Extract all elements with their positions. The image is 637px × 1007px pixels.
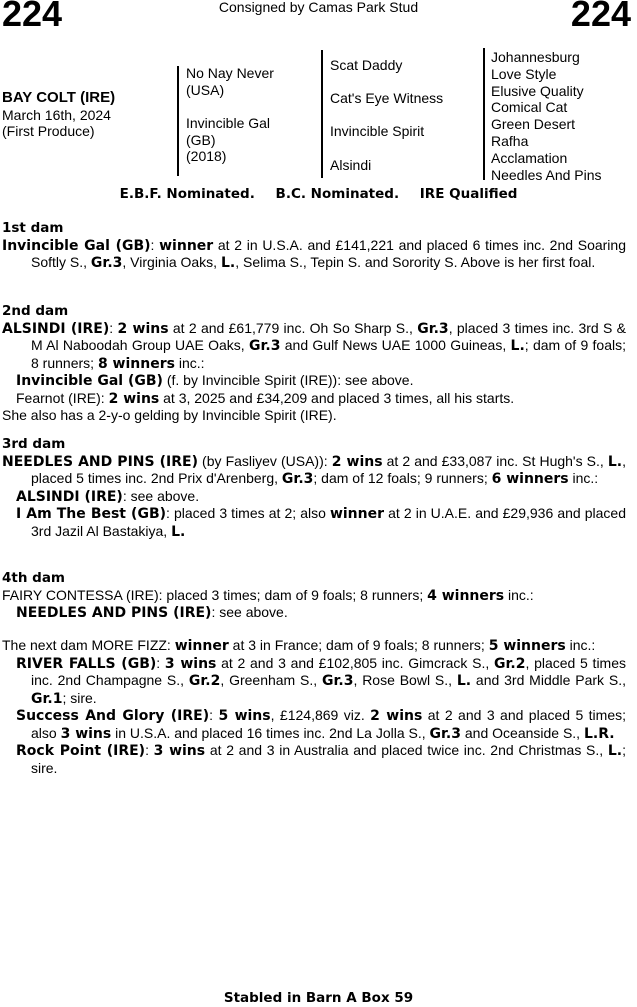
nomination-bc: B.C. Nominated. xyxy=(275,186,400,202)
dam-name: Invincible Gal xyxy=(186,115,271,131)
section-third-dam xyxy=(2,436,626,540)
produce-note: (First Produce) xyxy=(2,123,95,139)
dam-name: NEEDLES AND PINS (IRE) xyxy=(2,453,198,470)
nomination-ire: IRE Qualified xyxy=(419,186,518,202)
next-dam-paragraph: The next dam MORE FIZZ: winner at 3 in France; dam of 9 foals; 8 runners; 5 winners inc.: xyxy=(2,637,596,654)
foaling-date: March 16th, 2024 xyxy=(2,106,111,123)
lot-number-left: 224 xyxy=(2,0,63,34)
section-next-dam xyxy=(2,637,626,776)
grandparent-1: Scat Daddy xyxy=(330,57,403,73)
section-fourth-dam xyxy=(2,570,626,622)
progeny-entry: I Am The Best (GB): placed 3 times at 2; also winner at 2 in U.A.E. and £29,936 and placed 3rd Jazil Al Bastakiya, L. xyxy=(16,505,627,540)
section-heading: 1st dam xyxy=(2,220,64,236)
section-heading: 2nd dam xyxy=(2,303,69,319)
great-grandparent-6: Rafha xyxy=(491,132,529,149)
section-heading: 4th dam xyxy=(2,570,65,586)
dam-name: Invincible Gal (GB) xyxy=(2,237,151,254)
pedigree-divider-1 xyxy=(177,66,179,176)
third-dam-paragraph: NEEDLES AND PINS (IRE) (by Fasliyev (USA)): 2 wins at 2 and £33,087 inc. St Hugh's S., L., placed 5 times inc. 2nd Prix d'Arenberg, Gr.3; dam of 12 foals; 9 runners; 6 winners inc.: xyxy=(2,452,626,487)
sire-name: No Nay Never xyxy=(186,65,274,81)
section-first-dam xyxy=(2,220,626,272)
great-grandparent-1: Johannesburg xyxy=(491,49,580,65)
dam-name: ALSINDI (IRE) xyxy=(2,320,110,337)
nominations xyxy=(0,186,637,203)
fourth-dam-paragraph: FAIRY CONTESSA (IRE): placed 3 times; dam of 9 foals; 8 runners; 4 winners inc.: xyxy=(2,586,534,604)
lot-number-right: 224 xyxy=(570,0,631,34)
second-dam-paragraph: ALSINDI (IRE): 2 wins at 2 and £61,779 inc. Oh So Sharp S., Gr.3, placed 3 times inc. 3rd S & M Al Naboodah Group UAE Oaks, Gr.3 and Gulf News UAE 1000 Guineas, L.; dam of 9 foals; 8 runners; 8 winners inc.: xyxy=(2,319,627,372)
progeny-entry: Fearnot (IRE): 2 wins at 3, 2025 and £34,209 and placed 3 times, all his starts. xyxy=(16,389,515,407)
grandparent-2: Cat's Eye Witness xyxy=(330,90,444,106)
pedigree-dam xyxy=(186,115,270,165)
nomination-ebf: E.B.F. Nominated. xyxy=(119,186,255,202)
pedigree-divider-2 xyxy=(321,50,323,178)
great-grandparents xyxy=(491,49,602,183)
progeny-entry: NEEDLES AND PINS (IRE): see above. xyxy=(16,604,288,621)
grandparent-3: Invincible Spirit xyxy=(330,123,425,139)
stabling-info: Stabled in Barn A Box 59 xyxy=(223,990,414,1006)
horse-name: BAY COLT (IRE) xyxy=(2,89,116,106)
great-grandparent-8: Needles And Pins xyxy=(491,166,602,183)
pedigree-divider-3 xyxy=(483,48,485,180)
dam-year: (2018) xyxy=(186,148,227,164)
section-second-dam xyxy=(2,303,626,424)
progeny-entry: ALSINDI (IRE): see above. xyxy=(16,487,200,505)
sire-country: (USA) xyxy=(186,81,225,98)
dam-country: (GB) xyxy=(186,131,216,148)
grandparent-4: Alsindi xyxy=(330,157,372,173)
horse-info xyxy=(2,90,115,140)
progeny-entry: RIVER FALLS (GB): 3 wins at 2 and 3 and £102,805 inc. Gimcrack S., Gr.2, placed 5 times inc. 2nd Champagne S., Gr.2, Greenham S., Gr.3, Rose Bowl S., L. and 3rd Middle Park S., Gr.1; sire. xyxy=(16,654,626,707)
section-heading: 3rd dam xyxy=(2,436,66,452)
note: She also has a 2-y-o gelding by Invincible Spirit (IRE). xyxy=(2,407,337,423)
consignor: Consigned by Camas Park Stud xyxy=(218,0,419,15)
great-grandparent-2: Love Style xyxy=(491,65,557,82)
great-grandparent-7: Acclamation xyxy=(491,149,568,166)
first-dam-paragraph: Invincible Gal (GB): winner at 2 in U.S.A. and £141,221 and placed 6 times inc. 2nd Soaring Softly S., Gr.3, Virginia Oaks, L., Selima S., Tepin S. and Sorority S. Above is her first foal. xyxy=(2,236,626,271)
great-grandparent-4: Comical Cat xyxy=(491,99,568,116)
progeny-entry: Invincible Gal (GB) (f. by Invincible Spirit (IRE)): see above. xyxy=(16,372,414,389)
great-grandparent-3: Elusive Quality xyxy=(491,82,584,99)
progeny-entry: Success And Glory (IRE): 5 wins, £124,869 viz. 2 wins at 2 and 3 and placed 5 times; also 3 wins in U.S.A. and placed 16 times inc. 2nd La Jolla S., Gr.3 and Oceanside S., L.R. xyxy=(16,707,627,742)
progeny-entry: Rock Point (IRE): 3 wins at 2 and 3 in Australia and placed twice inc. 2nd Christmas S., L.; sire. xyxy=(16,742,627,776)
pedigree-sire xyxy=(186,65,274,98)
great-grandparent-5: Green Desert xyxy=(491,116,576,133)
